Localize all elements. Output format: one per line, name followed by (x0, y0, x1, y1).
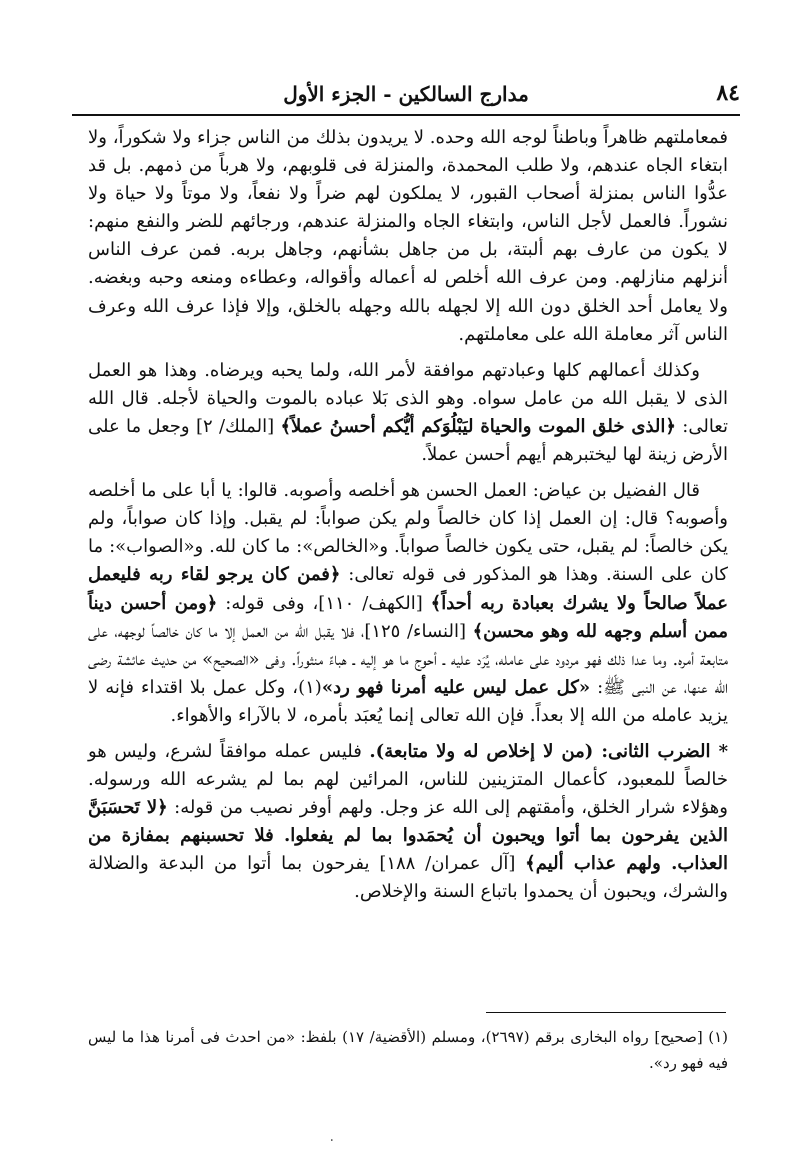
paragraph-4 (88, 738, 728, 907)
paragraph-text: قال الفضيل بن عياض: العمل الحسن هو أخلصه وأصوبه. قالوا: يا أبا على ما أخلصه وأصوبه؟ قال: إن العمل إذا كان خالصاً ولم يكن صواباً: لم يقبل. وإذا كان صواباً، ولم يكن خالصاً: لم يقبل، حتى يكون خالصاً صواباً. و«الخالص»: ما كان لله. و«الصواب»: ما كان على السنة. وهذا هو المذكور فى قوله تعالى: (88, 480, 728, 586)
bottom-mark: ٠ (328, 1132, 336, 1148)
section-heading: * الضرب الثانى: (من لا إخلاص له ولا متابعة). (369, 740, 728, 762)
body-text (88, 124, 728, 913)
paragraph-1 (88, 124, 728, 349)
running-title: مدارج السالكين - الجزء الأول (283, 82, 529, 106)
paragraph-text: (١)، وكل عمل بلا اقتداء فإنه لا يزيد عامله من الله إلا بعداً. فإن الله تعالى إنما يُعبَد بأمره، لا بالآراء والأهواء. (88, 676, 728, 726)
paragraph-2 (88, 357, 728, 469)
quran-quote: ﴿فمن كان يرجو لقاء ربه فليعمل عملاً صالحاً ولا يشرك بعبادة ربه أحداً﴾ (88, 564, 728, 614)
paragraph-text: فمعاملتهم ظاهراً وباطناً لوجه الله وحده. لا يريدون بذلك من الناس جزاء ولا شكوراً، ولا ابتغاء الجاه عندهم، ولا طلب المحمدة، والمنزلة فى قلوبهم، ولا هرباً من ذمهم. بل قد عدُّوا الناس بمنزلة أصحاب القبور، لا يملكون لهم ضراً ولا نفعاً، ولا موتاً ولا حياة ولا نشوراً. فالعمل لأجل الناس، وابتغاء الجاه والمنزلة عندهم، ورجائهم للضر والنفع منهم: لا يكون من عارف بهم ألبتة، بل من جاهل بشأنهم، وجاهل بربه. فمن عرف الناس أنزلهم منازلهم. ومن عرف الله أخلص له أعماله وأقواله، وعطاءه ومنعه وحبه وبغضه. ولا يعامل أحد الخلق دون الله إلا لجهله بالله وجهله بالخلق، وإلا فإذا عرف الله وعرف الناس آثر معاملة الله على معاملتهم. (88, 127, 728, 345)
quran-quote: ﴿ومن أحسن ديناً ممن أسلم وجهه لله وهو محسن﴾ (88, 592, 728, 642)
paragraph-text: [الكهف/ ١١٠]، وفى قوله: (217, 592, 431, 614)
paragraph-3 (88, 477, 728, 730)
page-header (72, 80, 740, 116)
paragraph-text: [النساء/ ١٢٥]، فلا يقبل الله من العمل إلا ما كان خالصاً لوجهه، على متابعة أمره. وما عدا ذلك فهو مردود على عامله، يُرَد عليه ـ أحوج ما هو إليه ـ هباءً منثوراً. وفى «الصحيح» من حديث عائشة رضى الله عنها، عن النبى ﷺ: (88, 620, 729, 698)
quran-quote: ﴿الذى خلق الموت والحياة ليَبْلُوَكم أيُّكم أحسنُ عملاً﴾ (280, 415, 676, 437)
paragraph-text: وكذلك أعمالهم كلها وعبادتهم موافقة لأمر الله، ولما يحبه ويرضاه. وهذا هو العمل الذى لا يقبل الله من عامل سواه. وهو الذى بَلا عباده بالموت والحياة لأجله. قال الله تعالى: (88, 359, 728, 437)
hadith-quote: «كل عمل ليس عليه أمرنا فهو رد» (321, 676, 591, 698)
paragraph-text: فليس عمله موافقاً لشرع، وليس هو خالصاً للمعبود، كأعمال المتزينين للناس، المرائين لهم بما لم يشرعه الله ورسوله. وهؤلاء شرار الخلق، وأمقتهم إلى الله عز وجل. ولهم أوفر نصيب من قوله: (88, 740, 728, 819)
paragraph-text: [آل عمران/ ١٨٨] يفرحون بما أتوا من البدعة والضلالة والشرك، ويحبون أن يحمدوا باتباع السنة والإخلاص. (88, 853, 728, 903)
footnote (88, 1024, 728, 1076)
page-number: ٨٤ (716, 80, 740, 106)
footnote-text: (١) [صحيح] رواه البخارى برقم (٢٦٩٧)، ومسلم (الأقضية/ ١٧) بلفظ: «من احدث فى أمرنا هذا ما ليس فيه فهو رد». (88, 1028, 729, 1072)
paragraph-text: [الملك/ ٢] وجعل ما على الأرض زينة لها ليختبرهم أيهم أحسن عملاً. (88, 415, 728, 466)
quran-quote: ﴿لا تَحسَبَنَّ الذين يفرحون بما أتوا ويحبون أن يُحمَدوا بما لم يفعلوا. فلا تحسبنهم بمفازة من العذاب. ولهم عذاب أليم﴾ (88, 797, 728, 875)
footnote-divider (486, 1012, 726, 1013)
